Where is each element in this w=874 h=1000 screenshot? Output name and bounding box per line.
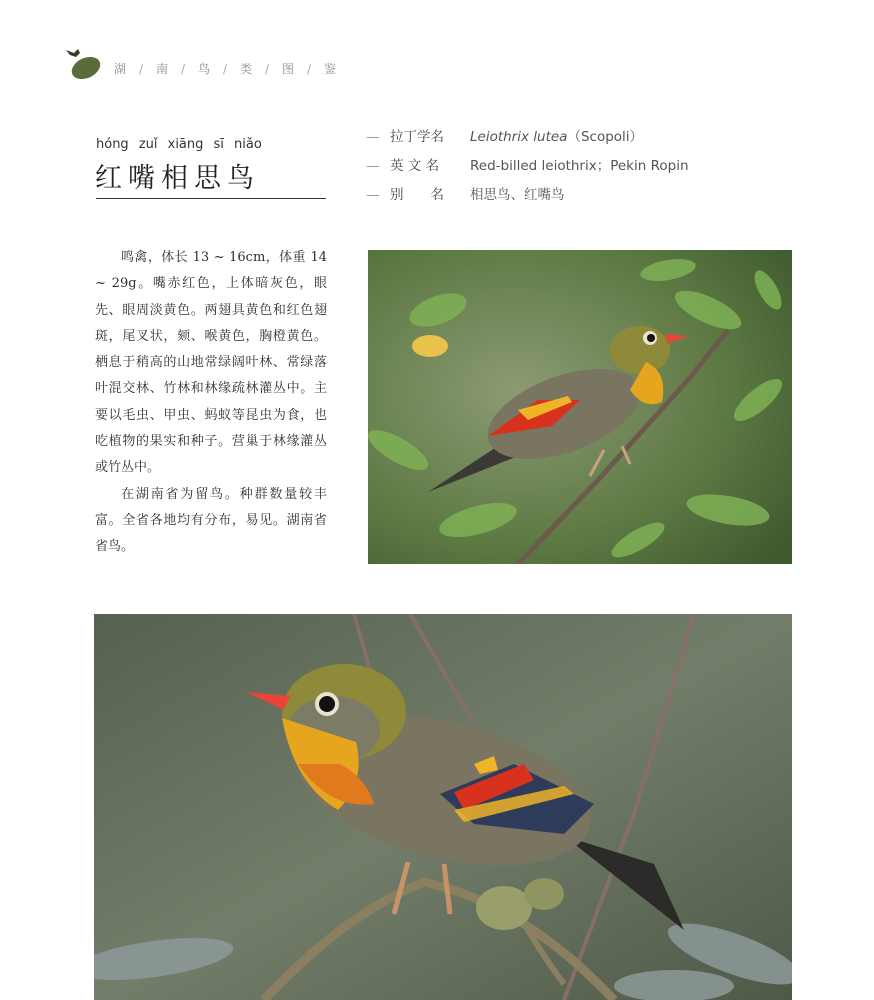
description-paragraph: 鸣禽，体长 13 ~ 16cm，体重 14 ~ 29g。嘴赤红色，上体暗灰色，眼先、眼周淡黄色。两翅具黄色和红色翅斑，尾叉状，颏、喉黄色，胸橙黄色。栖息于稍高的山地常绿阔叶林、常绿落叶混交林、竹林和林缘疏林灌丛中。主要以毛虫、甲虫、蚂蚁等昆虫为食，也吃植物的果实和种子。营巢于林缘灌丛或竹丛中。 — [95, 250, 327, 476]
latin-author: （Scopoli） — [567, 129, 644, 145]
bird-photo-perched — [368, 250, 792, 564]
latin-name-row — [366, 126, 689, 155]
series-title — [112, 60, 338, 77]
bird-logo-icon — [64, 44, 104, 80]
series-char: 类 — [239, 62, 252, 76]
english-name-row — [366, 155, 689, 184]
row-dash: — — [366, 187, 380, 203]
english-name-value: Red-billed leiothrix；Pekin Ropin — [470, 158, 689, 174]
series-char: 鉴 — [323, 62, 336, 76]
species-info — [366, 126, 689, 213]
alias-value: 相思鸟、红嘴鸟 — [470, 187, 565, 203]
alias-row — [366, 184, 689, 213]
series-separator: / — [222, 62, 228, 76]
series-char: 湖 — [113, 62, 126, 76]
series-char: 南 — [155, 62, 168, 76]
latin-name-value: Leiothrix lutea — [470, 129, 568, 145]
latin-name-label: 拉丁学名 — [390, 129, 444, 145]
bird-photo-closeup — [94, 614, 792, 1000]
alias-label: 别 名 — [390, 187, 444, 203]
species-chinese-name: 红嘴相思鸟 — [95, 163, 260, 194]
description-paragraph: 在湖南省为留鸟。种群数量较丰富。全省各地均有分布，易见。湖南省省鸟。 — [95, 486, 327, 555]
series-separator: / — [306, 62, 312, 76]
title-divider — [96, 198, 326, 199]
series-separator: / — [264, 62, 270, 76]
series-char: 鸟 — [197, 62, 210, 76]
english-name-label: 英 文 名 — [390, 158, 440, 174]
series-separator: / — [180, 62, 186, 76]
species-description — [95, 245, 327, 561]
series-char: 图 — [281, 62, 294, 76]
series-separator: / — [138, 62, 144, 76]
species-pinyin: hóng zuǐ xiāng sī niǎo — [96, 137, 262, 152]
row-dash: — — [366, 158, 380, 174]
row-dash: — — [366, 129, 380, 145]
